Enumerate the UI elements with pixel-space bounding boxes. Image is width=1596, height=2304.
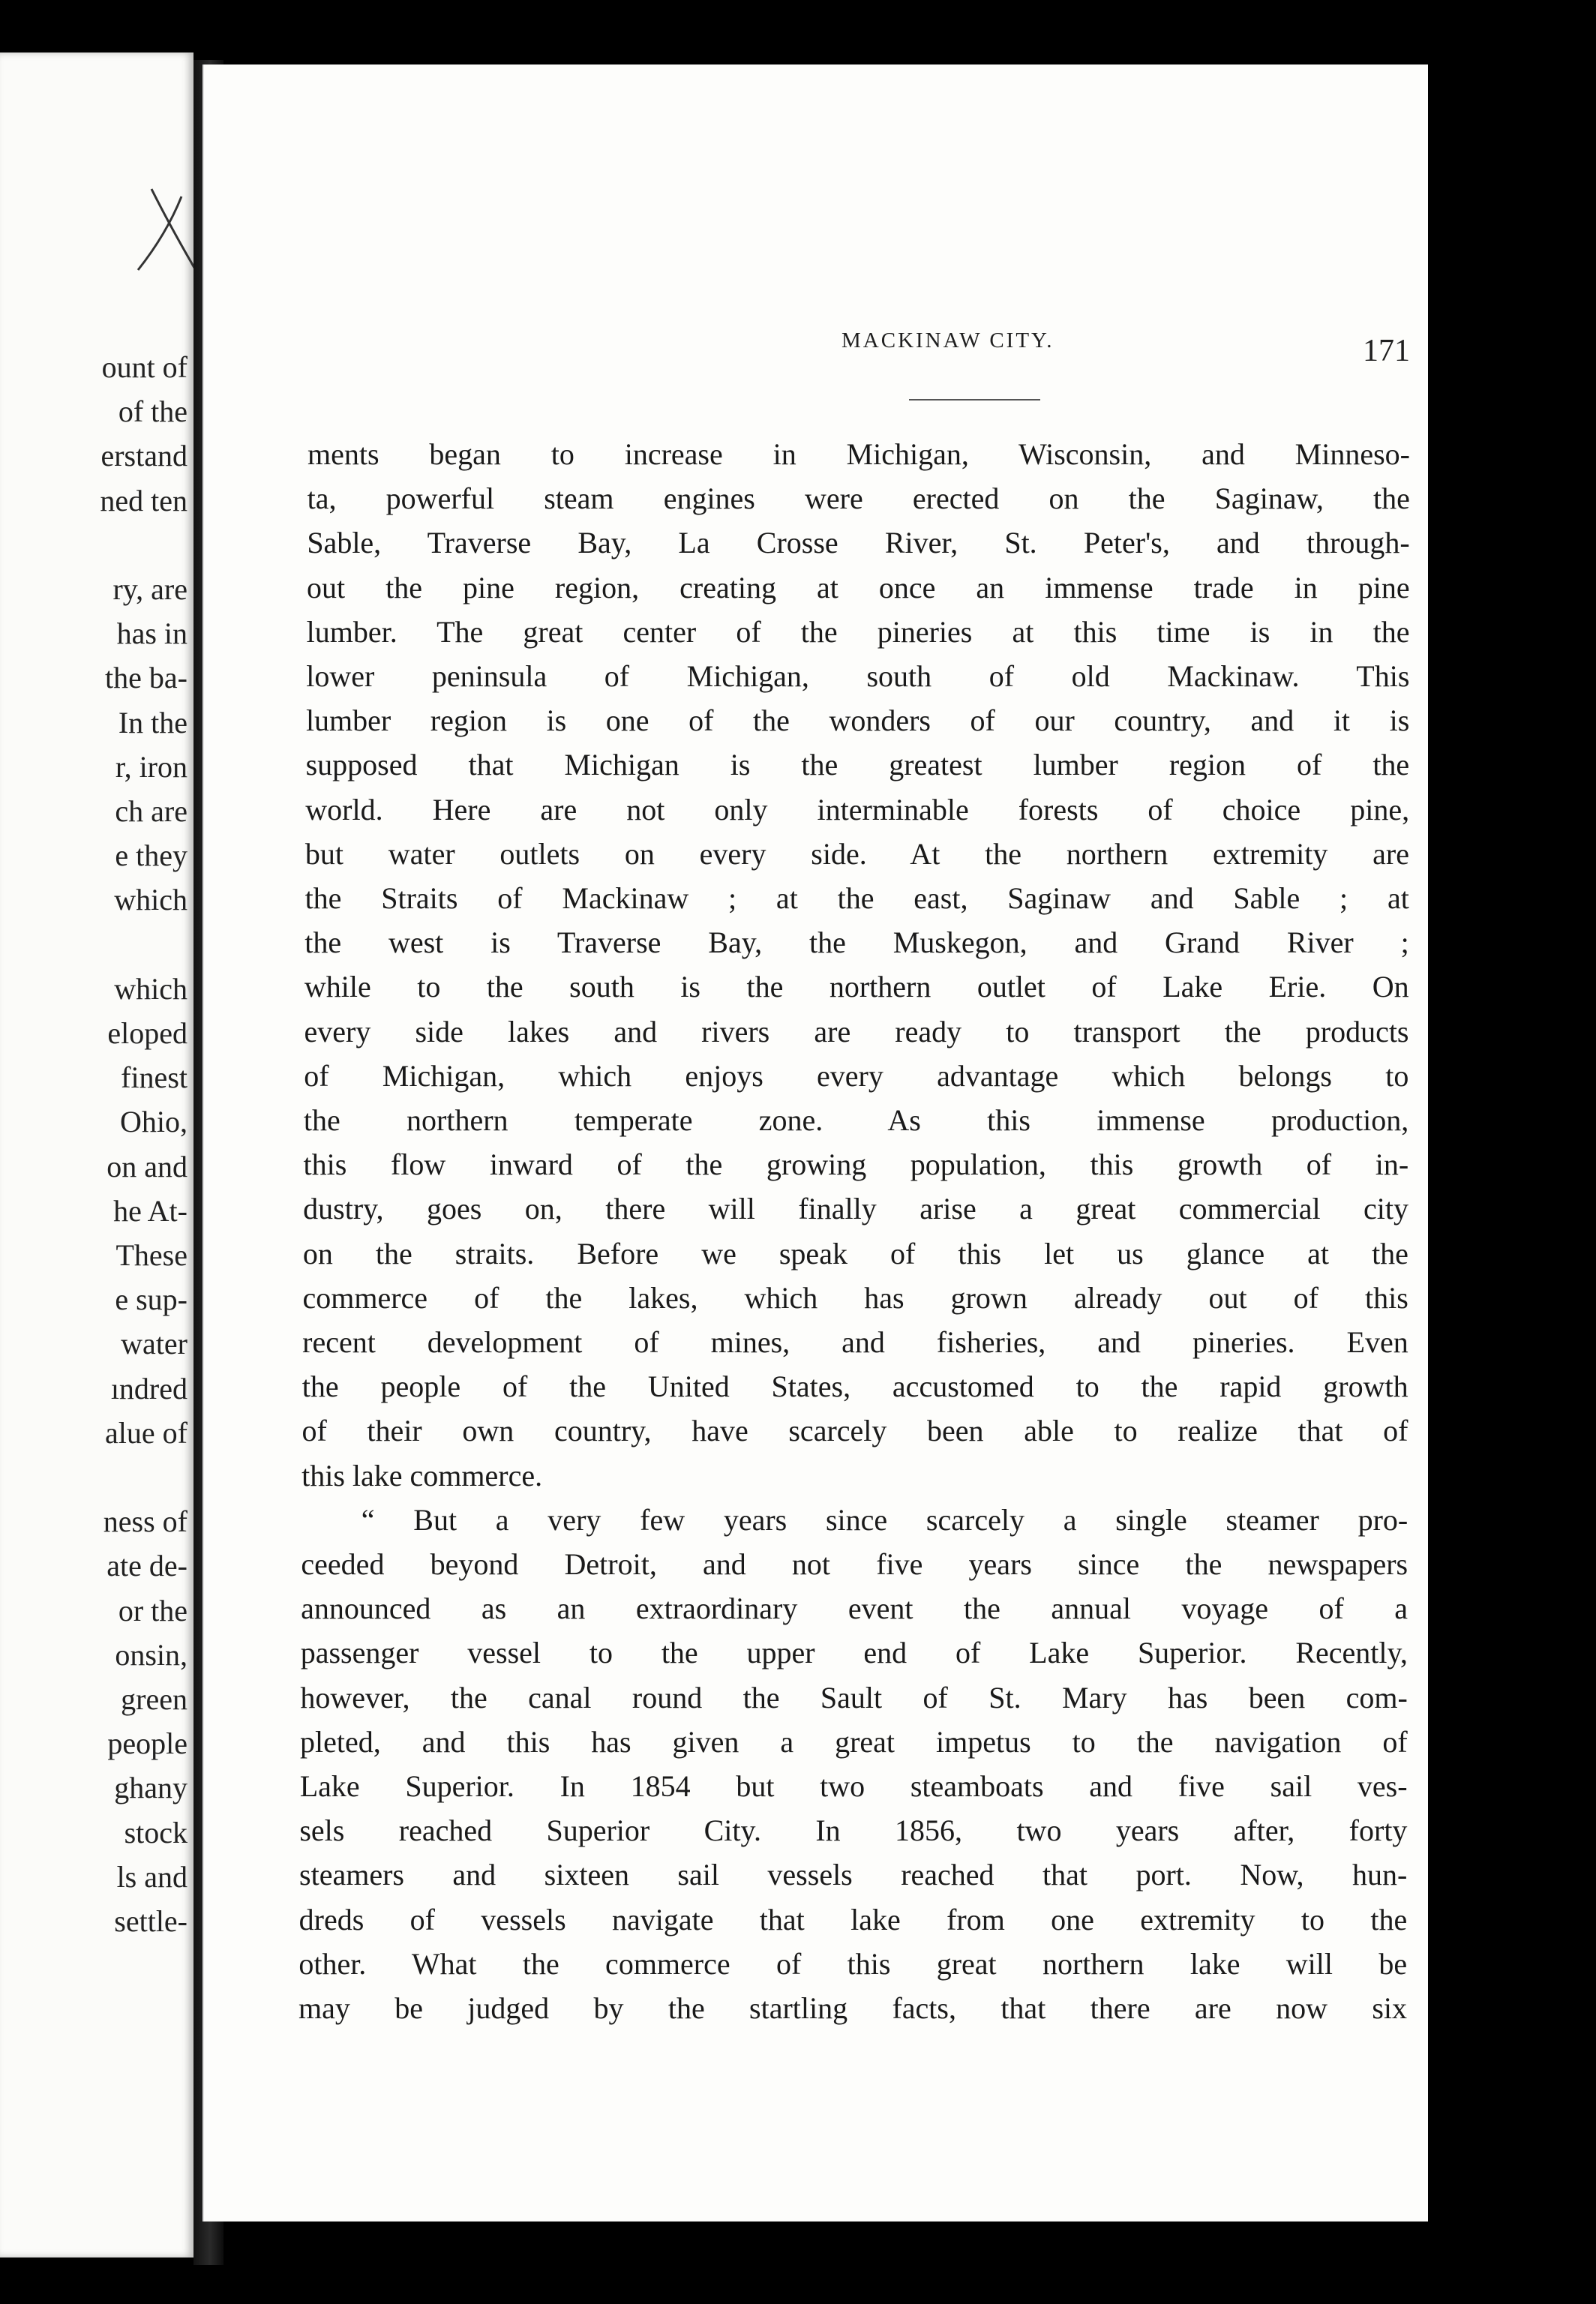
text-line: this flow inward of the growing population, this growth of in-	[303, 1148, 1409, 1182]
text-line: ceeded beyond Detroit, and not five years since the newspapers	[301, 1547, 1408, 1581]
text-line: sels reached Superior City. In 1856, two years after, forty	[299, 1814, 1408, 1848]
page-number: 171	[1363, 334, 1410, 368]
facing-page-line: which	[114, 883, 188, 917]
facing-page-line: erstand	[100, 439, 188, 473]
facing-page-line: ch are	[115, 794, 188, 828]
text-line: lumber. The great center of the pineries at this time is in the	[306, 614, 1410, 649]
facing-page-line: people	[107, 1726, 188, 1761]
facing-page-line: ry, are	[112, 572, 188, 606]
text-line: the west is Traverse Bay, the Muskegon, and Grand River ;	[304, 926, 1409, 960]
running-title: MACKINAW CITY.	[842, 328, 1054, 352]
text-line: Sable, Traverse Bay, La Crosse River, St. Peter's, and through-	[307, 526, 1410, 560]
facing-page-line: e sup-	[115, 1282, 188, 1317]
text-line: commerce of the lakes, which has grown already out of this	[302, 1280, 1408, 1315]
facing-page-line: onsin,	[115, 1637, 188, 1672]
text-line: every side lakes and rivers are ready to transport the products	[304, 1014, 1409, 1048]
facing-page-line: e they	[115, 838, 188, 873]
facing-page-line: ness of	[103, 1504, 188, 1539]
facing-page-line: These	[116, 1238, 188, 1272]
facing-page-line: has in	[116, 616, 188, 651]
facing-page-line: of the	[118, 394, 188, 429]
text-line: dustry, goes on, there will finally arise a great commercial city	[303, 1192, 1409, 1226]
facing-page-line: ls and	[116, 1859, 188, 1894]
text-line: world. Here are not only interminable forests of choice pine,	[305, 792, 1410, 826]
facing-page-line: green	[121, 1682, 188, 1716]
text-line: steamers and sixteen sail vessels reached that port. Now, hun-	[299, 1858, 1408, 1892]
text-line: ments began to increase in Michigan, Wisconsin, and Minneso-	[308, 437, 1410, 471]
facing-page-line: the ba-	[105, 661, 188, 695]
facing-page-line: eloped	[107, 1016, 188, 1050]
facing-page-line: on and	[106, 1149, 188, 1184]
text-line: of their own country, have scarcely been able to realize that of	[302, 1414, 1408, 1448]
text-line: the northern temperate zone. As this immense production,	[303, 1103, 1409, 1137]
book-page	[202, 64, 1428, 2222]
text-line: lower peninsula of Michigan, south of old Mackinaw. This	[306, 659, 1410, 693]
text-line: while to the south is the northern outlet of Lake Erie. On	[304, 970, 1409, 1004]
facing-page-line: settle-	[114, 1904, 188, 1938]
text-line: may be judged by the startling facts, that there are now six	[298, 1991, 1407, 2025]
text-line: dreds of vessels navigate that lake from one extremity to the	[298, 1902, 1408, 1936]
facing-page-line: ount of	[101, 350, 188, 384]
facing-page-line: stock	[124, 1815, 188, 1850]
text-line: this lake commerce.	[302, 1458, 543, 1492]
header-rule	[909, 399, 1040, 400]
text-line: ta, powerful steam engines were erected on the Saginaw, the	[307, 482, 1410, 516]
text-line: however, the canal round the Sault of St. Mary has been com-	[300, 1680, 1408, 1714]
facing-page-line: r, iron	[115, 749, 188, 784]
text-line: lumber region is one of the wonders of our country, and it is	[305, 704, 1410, 738]
text-line: of Michigan, which enjoys every advantage which belongs to	[304, 1058, 1409, 1093]
text-line: Lake Superior. In 1854 but two steamboats and five sail ves-	[299, 1769, 1408, 1803]
text-line: the Straits of Mackinaw ; at the east, Saginaw and Sable ; at	[304, 881, 1409, 915]
text-line: the people of the United States, accustomed to the rapid growth	[302, 1370, 1408, 1404]
text-line: supposed that Michigan is the greatest lumber region of the	[305, 748, 1410, 782]
facing-page-line: ate de-	[106, 1549, 188, 1583]
facing-page-line: In the	[118, 705, 188, 740]
text-line: announced as an extraordinary event the annual voyage of a	[301, 1592, 1408, 1626]
facing-page-line: ındred	[110, 1371, 188, 1406]
text-line: on the straits. Before we speak of this let us glance at the	[302, 1236, 1408, 1270]
text-line: but water outlets on every side. At the northern extremity are	[304, 836, 1409, 871]
text-line: out the pine region, creating at once an immense trade in pine	[306, 570, 1410, 604]
text-line: pleted, and this has given a great impetus to the navigation of	[300, 1724, 1408, 1759]
facing-page-line: water	[121, 1327, 188, 1361]
text-line: other. What the commerce of this great northern lake will be	[298, 1946, 1408, 1981]
facing-page-line: which	[114, 971, 188, 1006]
facing-page-line: Ohio,	[120, 1105, 188, 1139]
text-line: “ But a very few years since scarcely a single steamer pro-	[361, 1502, 1408, 1537]
pencil-mark-icon	[129, 182, 194, 286]
facing-page-fragment	[0, 52, 194, 2258]
facing-page-line: ghany	[114, 1771, 188, 1805]
facing-page-line: finest	[121, 1060, 188, 1095]
facing-page-line: he At-	[113, 1193, 188, 1228]
text-line: passenger vessel to the upper end of Lake Superior. Recently,	[300, 1636, 1408, 1670]
text-line: recent development of mines, and fisheries, and pineries. Even	[302, 1325, 1408, 1359]
facing-page-line: ned ten	[100, 483, 188, 518]
facing-page-line: or the	[118, 1593, 188, 1628]
facing-page-line: alue of	[105, 1415, 188, 1450]
